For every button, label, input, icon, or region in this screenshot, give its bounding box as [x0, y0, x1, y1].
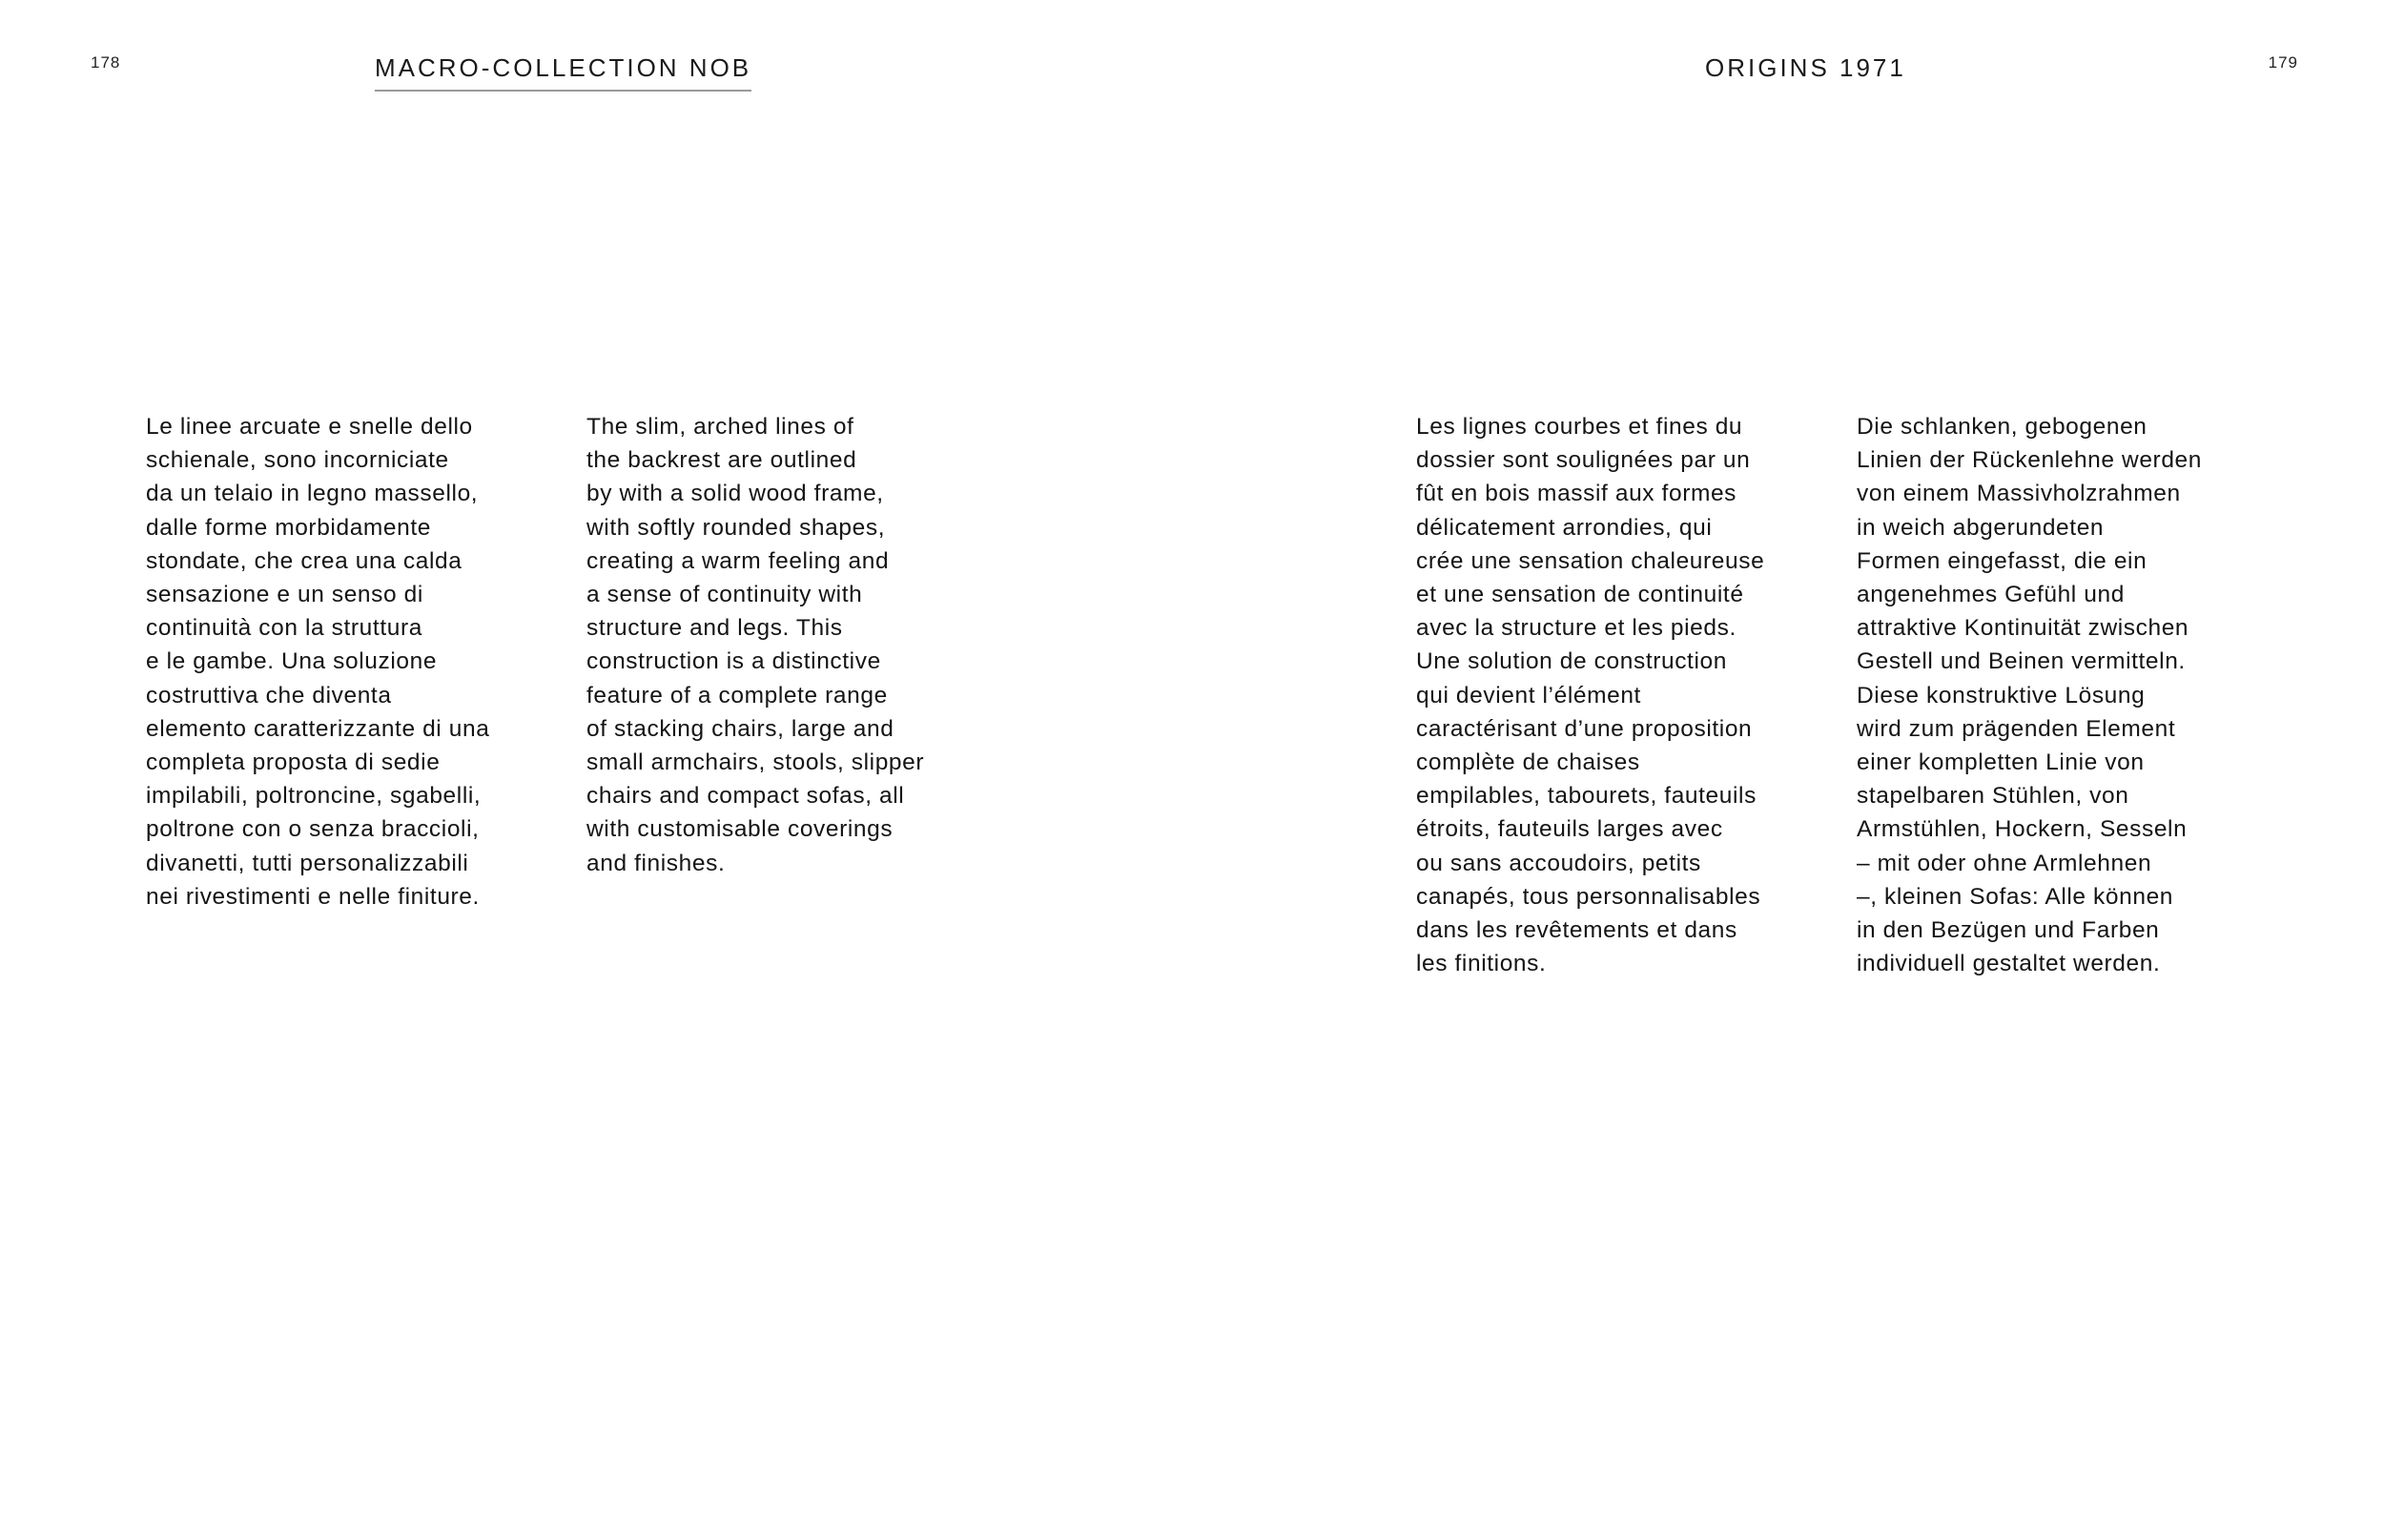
text-line: da un telaio in legno massello,: [146, 481, 479, 507]
text-line: et une sensation de continuité: [1416, 582, 1744, 608]
text-line: fût en bois massif aux formes: [1416, 481, 1737, 507]
text-line: in den Bezügen und Farben: [1857, 917, 2160, 944]
text-line: dans les revêtements et dans: [1416, 917, 1737, 944]
text-line: small armchairs, stools, slipper: [586, 749, 925, 776]
italian-text-column: [146, 410, 546, 914]
text-line: with customisable coverings: [586, 816, 894, 843]
page-number-left: 178: [91, 53, 121, 72]
text-line: einer kompletten Linie von: [1857, 749, 2145, 776]
text-line: sensazione e un senso di: [146, 582, 423, 608]
text-line: empilables, tabourets, fauteuils: [1416, 783, 1757, 810]
text-line: caractérisant d’une proposition: [1416, 715, 1753, 742]
text-line: von einem Massivholzrahmen: [1857, 481, 2181, 507]
text-line: impilabili, poltroncine, sgabelli,: [146, 783, 482, 810]
text-line: feature of a complete range: [586, 682, 888, 708]
text-line: étroits, fauteuils larges avec: [1416, 816, 1723, 843]
text-line: avec la structure et les pieds.: [1416, 615, 1737, 642]
text-line: dalle forme morbidamente: [146, 514, 432, 541]
text-line: délicatement arrondies, qui: [1416, 514, 1713, 541]
text-line: divanetti, tutti personalizzabili: [146, 850, 469, 876]
text-line: structure and legs. This: [586, 615, 843, 642]
french-text-column: [1416, 410, 1817, 980]
text-line: poltrone con o senza braccioli,: [146, 816, 480, 843]
text-line: costruttiva che diventa: [146, 682, 392, 708]
text-line: qui devient l’élément: [1416, 682, 1641, 708]
text-line: stondate, che crea una calda: [146, 547, 462, 574]
text-line: Gestell und Beinen vermitteln.: [1857, 648, 2186, 675]
text-line: Armstühlen, Hockern, Sesseln: [1857, 816, 2188, 843]
text-line: nei rivestimenti e nelle finiture.: [146, 883, 480, 910]
right-page: [1192, 0, 2384, 1540]
text-line: individuell gestaltet werden.: [1857, 951, 2161, 977]
text-line: attraktive Kontinuität zwischen: [1857, 615, 2189, 642]
text-line: chairs and compact sofas, all: [586, 783, 905, 810]
text-line: construction is a distinctive: [586, 648, 881, 675]
text-line: Die schlanken, gebogenen: [1857, 414, 2148, 440]
text-line: canapés, tous personnalisables: [1416, 883, 1761, 910]
text-line: crée une sensation chaleureuse: [1416, 547, 1765, 574]
text-line: in weich abgerundeten: [1857, 514, 2105, 541]
text-line: The slim, arched lines of: [586, 414, 854, 440]
text-line: –, kleinen Sofas: Alle können: [1857, 883, 2174, 910]
text-line: creating a warm feeling and: [586, 547, 890, 574]
page-number-right: 179: [2268, 53, 2298, 72]
english-text-column: [586, 410, 987, 880]
text-line: – mit oder ohne Armlehnen: [1857, 850, 2152, 876]
text-line: Une solution de construction: [1416, 648, 1727, 675]
text-line: Formen eingefasst, die ein: [1857, 547, 2148, 574]
text-line: by with a solid wood frame,: [586, 481, 884, 507]
text-line: a sense of continuity with: [586, 582, 863, 608]
running-head-left: MACRO-COLLECTION NOB: [375, 53, 751, 92]
text-line: Diese konstruktive Lösung: [1857, 682, 2146, 708]
text-line: les finitions.: [1416, 951, 1547, 977]
text-line: continuità con la struttura: [146, 615, 422, 642]
text-line: stapelbaren Stühlen, von: [1857, 783, 2129, 810]
running-head-right: ORIGINS 1971: [1705, 53, 1906, 82]
text-line: schienale, sono incorniciate: [146, 447, 449, 474]
text-line: completa proposta di sedie: [146, 749, 441, 776]
text-line: Le linee arcuate e snelle dello: [146, 414, 473, 440]
text-line: elemento caratterizzante di una: [146, 715, 490, 742]
text-line: with softly rounded shapes,: [586, 514, 886, 541]
text-line: complète de chaises: [1416, 749, 1640, 776]
text-line: and finishes.: [586, 850, 726, 876]
text-line: ou sans accoudoirs, petits: [1416, 850, 1701, 876]
german-text-column: [1857, 410, 2257, 980]
text-line: of stacking chairs, large and: [586, 715, 894, 742]
text-line: Linien der Rückenlehne werden: [1857, 447, 2202, 474]
text-line: Les lignes courbes et fines du: [1416, 414, 1743, 440]
text-line: e le gambe. Una soluzione: [146, 648, 438, 675]
text-line: the backrest are outlined: [586, 447, 857, 474]
text-line: angenehmes Gefühl und: [1857, 582, 2125, 608]
text-line: wird zum prägenden Element: [1857, 715, 2176, 742]
text-line: dossier sont soulignées par un: [1416, 447, 1751, 474]
